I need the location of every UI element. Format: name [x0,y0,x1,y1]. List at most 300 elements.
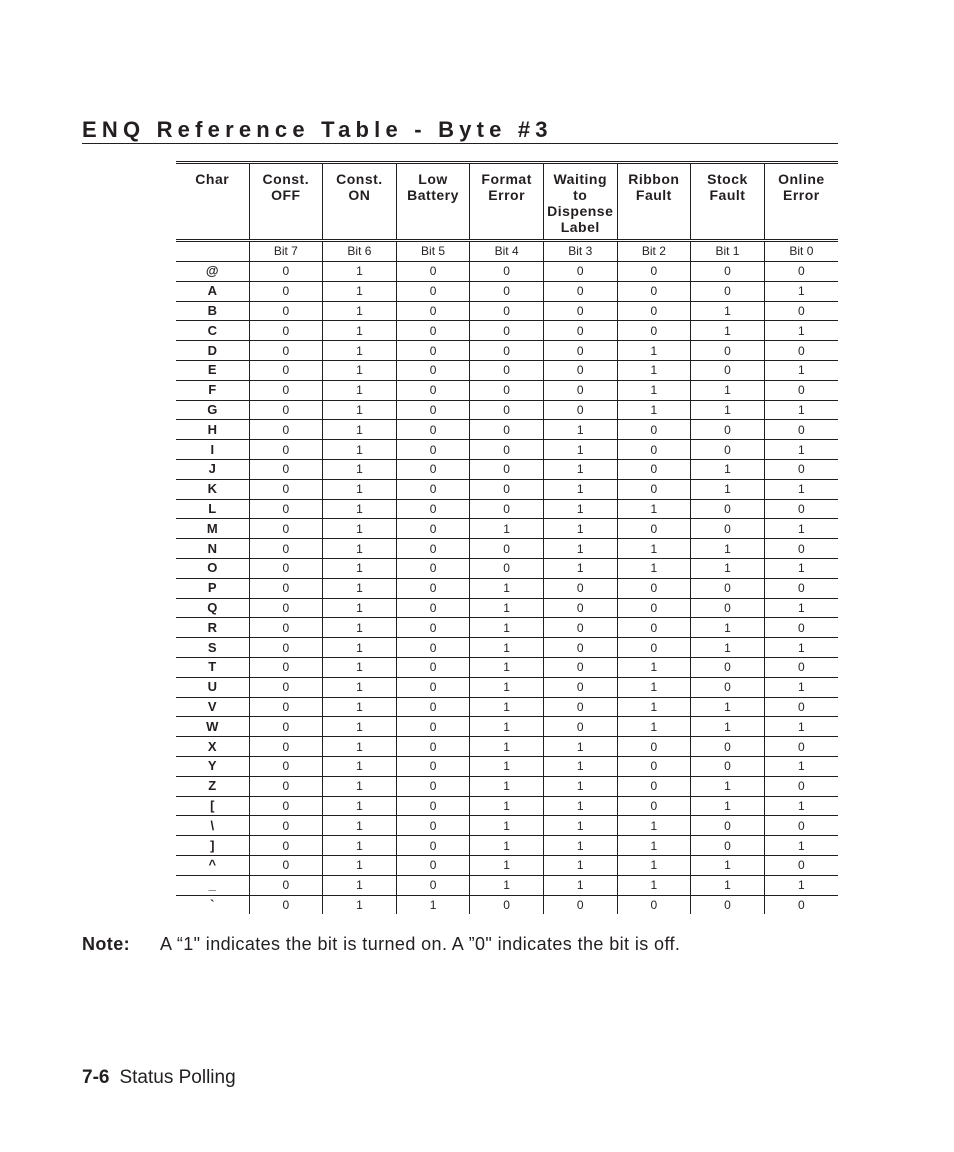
bit-cell: 0 [691,578,765,598]
char-cell: ^ [176,855,249,875]
bit-cell: 0 [470,539,544,559]
bit-cell: 1 [470,578,544,598]
bit-cell: 1 [323,558,397,578]
bit-cell: 0 [249,618,323,638]
bit-cell: 1 [691,855,765,875]
bit-cell: 0 [470,499,544,519]
bit-cell: 0 [396,479,470,499]
bit-cell: 0 [249,816,323,836]
bit-cell: 1 [470,737,544,757]
bit-cell: 0 [617,578,691,598]
table-row [176,539,838,559]
bit-cell: 0 [617,301,691,321]
bit-cell: 1 [691,459,765,479]
bit-cell: 1 [764,400,838,420]
char-cell: O [176,558,249,578]
bit-cell: 1 [691,717,765,737]
bit-cell: 1 [617,816,691,836]
bit-cell: 1 [617,677,691,697]
bit-cell: 1 [691,321,765,341]
table-row [176,776,838,796]
bit-cell: 0 [691,756,765,776]
bit-cell: 1 [543,499,617,519]
bit-cell: 1 [543,519,617,539]
bit-cell: 1 [396,895,470,914]
bit-cell: 1 [323,855,397,875]
bit-cell: 1 [470,677,544,697]
column-header: Stock Fault [691,163,765,241]
bit-cell: 0 [470,420,544,440]
bit-cell: 1 [691,380,765,400]
bit-cell: 0 [249,558,323,578]
bit-cell: 0 [543,400,617,420]
bit-cell: 1 [323,459,397,479]
table-row [176,459,838,479]
bit-cell: 1 [323,836,397,856]
char-cell: K [176,479,249,499]
bit-cell: 0 [691,499,765,519]
bit-cell: 0 [396,281,470,301]
bit-cell: 0 [396,776,470,796]
bit-cell: 0 [396,262,470,282]
bit-cell: 0 [396,420,470,440]
bit-cell: 1 [543,479,617,499]
bit-cell: 1 [617,341,691,361]
char-cell: P [176,578,249,598]
char-cell: F [176,380,249,400]
bit-cell: 1 [691,638,765,658]
char-cell: Q [176,598,249,618]
bit-cell: 0 [617,479,691,499]
table-row [176,400,838,420]
bit-cell: 0 [249,677,323,697]
bit-cell: 0 [396,836,470,856]
bit-cell: 1 [617,380,691,400]
bit-label: Bit 2 [617,241,691,262]
bit-cell: 0 [249,539,323,559]
bit-cell: 1 [323,776,397,796]
bit-cell: 1 [691,558,765,578]
char-cell: X [176,737,249,757]
bit-cell: 0 [396,400,470,420]
bit-cell: 0 [396,796,470,816]
bit-cell: 0 [470,440,544,460]
bit-cell: 0 [396,717,470,737]
bit-cell: 1 [764,479,838,499]
char-cell: T [176,657,249,677]
char-cell: I [176,440,249,460]
bit-cell: 0 [396,519,470,539]
bit-cell: 0 [691,262,765,282]
bit-cell: 0 [249,638,323,658]
bit-cell: 1 [617,400,691,420]
bit-cell: 1 [323,895,397,914]
table-row [176,756,838,776]
page-footer [82,1066,236,1090]
bit-cell: 1 [617,360,691,380]
bit-cell: 0 [249,598,323,618]
bit-cell: 0 [249,756,323,776]
table-row [176,737,838,757]
bit-cell: 0 [691,440,765,460]
bit-cell: 1 [764,836,838,856]
bit-cell: 1 [764,638,838,658]
bit-cell: 1 [323,519,397,539]
note [82,932,680,956]
bit-cell: 1 [543,836,617,856]
page-number: 7-6 [82,1067,110,1088]
bit-cell: 1 [617,558,691,578]
char-cell: @ [176,262,249,282]
char-cell: N [176,539,249,559]
bit-cell: 0 [543,618,617,638]
table-row [176,895,838,914]
table-row [176,638,838,658]
bit-cell: 0 [396,558,470,578]
bit-cell: 1 [764,598,838,618]
bit-cell: 1 [543,459,617,479]
bit-cell: 0 [617,321,691,341]
bit-cell: 0 [691,737,765,757]
bit-cell: 0 [249,262,323,282]
bit-cell: 0 [249,459,323,479]
bit-cell: 1 [470,717,544,737]
table-row [176,262,838,282]
char-cell: H [176,420,249,440]
bit-cell: 0 [764,539,838,559]
table-row [176,499,838,519]
bit-cell: 0 [396,539,470,559]
bit-cell: 0 [543,341,617,361]
bit-cell: 1 [543,737,617,757]
bit-cell: 1 [470,816,544,836]
bit-cell: 0 [470,459,544,479]
table-header-row [176,163,838,241]
bit-cell: 1 [470,796,544,816]
bit-cell: 1 [617,499,691,519]
bit-cell: 0 [470,479,544,499]
bit-cell: 1 [323,420,397,440]
bit-cell: 0 [396,756,470,776]
bit-cell: 0 [764,776,838,796]
bit-cell: 1 [543,776,617,796]
bit-label [176,241,249,262]
bit-cell: 0 [470,895,544,914]
bit-cell: 0 [764,737,838,757]
bit-cell: 0 [764,697,838,717]
bit-cell: 0 [396,816,470,836]
bit-cell: 0 [691,677,765,697]
bit-cell: 0 [617,737,691,757]
section-name: Status Polling [119,1067,236,1088]
bit-cell: 0 [249,836,323,856]
table-row [176,618,838,638]
bit-cell: 0 [617,281,691,301]
bit-cell: 0 [764,657,838,677]
bit-cell: 0 [396,578,470,598]
bit-cell: 0 [543,262,617,282]
bit-cell: 0 [764,855,838,875]
bit-cell: 0 [764,816,838,836]
bit-cell: 0 [764,420,838,440]
bit-cell: 1 [470,618,544,638]
bit-cell: 0 [764,578,838,598]
bit-cell: 1 [543,440,617,460]
bit-cell: 1 [470,657,544,677]
bit-cell: 0 [617,598,691,618]
table-row [176,420,838,440]
bit-cell: 1 [764,360,838,380]
bit-cell: 0 [470,360,544,380]
bit-cell: 0 [543,697,617,717]
bit-cell: 0 [764,380,838,400]
bit-cell: 0 [691,341,765,361]
bit-cell: 1 [543,796,617,816]
bit-cell: 1 [323,816,397,836]
bit-cell: 1 [617,539,691,559]
bit-cell: 0 [691,519,765,539]
bit-cell: 1 [323,717,397,737]
bit-cell: 0 [396,875,470,895]
bit-cell: 1 [470,756,544,776]
bit-cell: 1 [691,776,765,796]
bit-cell: 1 [323,479,397,499]
bit-cell: 1 [764,519,838,539]
bit-cell: 1 [470,638,544,658]
char-cell: ` [210,896,215,912]
bit-cell: 1 [617,697,691,717]
bit-cell: 0 [249,360,323,380]
bit-cell: 1 [617,855,691,875]
bit-cell: 1 [323,875,397,895]
bit-cell: 0 [249,400,323,420]
char-cell: Y [176,756,249,776]
bit-cell: 0 [396,380,470,400]
bit-cell: 1 [323,539,397,559]
table-row [176,321,838,341]
bit-cell: 1 [543,539,617,559]
bit-cell: 1 [617,836,691,856]
bit-cell: 0 [543,301,617,321]
bit-cell: 1 [764,756,838,776]
bit-cell: 0 [617,796,691,816]
table-row [176,836,838,856]
bit-cell: 1 [543,420,617,440]
table-row [176,281,838,301]
bit-cell: 1 [617,717,691,737]
bit-cell: 0 [249,717,323,737]
bit-cell: 0 [249,578,323,598]
bit-cell: 0 [617,895,691,914]
column-header: Waiting to Dispense Label [543,163,617,241]
bit-cell: 1 [470,855,544,875]
bit-cell: 0 [691,420,765,440]
table-row [176,519,838,539]
bit-cell: 1 [691,875,765,895]
bit-cell: 1 [691,479,765,499]
bit-cell: 0 [764,341,838,361]
bit-cell: 0 [249,697,323,717]
bit-cell: 1 [691,400,765,420]
bit-cell: 1 [323,598,397,618]
bit-cell: 1 [543,756,617,776]
bit-cell: 0 [470,400,544,420]
bit-cell: 0 [617,440,691,460]
bit-cell: 0 [249,796,323,816]
bit-cell: 0 [617,618,691,638]
bit-cell: 0 [396,341,470,361]
bit-cell: 1 [691,618,765,638]
bit-cell: 0 [617,459,691,479]
bit-cell: 1 [764,558,838,578]
bit-label: Bit 1 [691,241,765,262]
char-cell: Z [176,776,249,796]
bit-cell: 1 [323,341,397,361]
bit-cell: 0 [691,360,765,380]
bit-cell: 1 [323,281,397,301]
char-cell: M [176,519,249,539]
bit-cell: 1 [543,558,617,578]
column-header: Online Error [764,163,838,241]
bit-cell: 0 [543,321,617,341]
bit-cell: 1 [691,539,765,559]
char-cell: E [176,360,249,380]
bit-cell: 1 [323,499,397,519]
bit-cell: 0 [470,262,544,282]
char-cell: J [176,459,249,479]
bit-cell: 0 [396,459,470,479]
table-body [176,262,838,915]
bit-cell: 0 [249,737,323,757]
page-title: ENQ Reference Table - Byte #3 [82,117,553,142]
bit-label: Bit 5 [396,241,470,262]
bit-cell: 0 [691,895,765,914]
bit-cell: 1 [764,440,838,460]
char-cell: W [176,717,249,737]
table-row [176,341,838,361]
bit-cell: 0 [396,440,470,460]
bit-cell: 1 [323,618,397,638]
bit-cell: 0 [470,558,544,578]
bit-label: Bit 3 [543,241,617,262]
bit-label: Bit 7 [249,241,323,262]
bit-cell: 0 [396,657,470,677]
bit-label: Bit 0 [764,241,838,262]
bit-cell: 0 [543,895,617,914]
table-row [176,301,838,321]
bit-cell: 0 [249,499,323,519]
bit-cell: 0 [249,301,323,321]
bit-cell: 0 [249,281,323,301]
char-cell: [ [176,796,249,816]
note-label: Note: [82,934,130,954]
bit-cell: 0 [249,321,323,341]
bit-cell: 1 [764,281,838,301]
bit-cell: 0 [249,479,323,499]
bit-cell: 1 [543,816,617,836]
table-row [176,598,838,618]
bit-cell: 0 [396,697,470,717]
bit-cell: 0 [470,341,544,361]
bit-cell: 1 [617,657,691,677]
bit-cell: 1 [470,598,544,618]
bit-cell: 0 [764,262,838,282]
char-cell: U [176,677,249,697]
bit-cell: 0 [543,717,617,737]
bit-cell: 0 [470,321,544,341]
table-row [176,657,838,677]
char-cell: G [176,400,249,420]
bit-cell: 1 [764,717,838,737]
char-cell: ] [176,836,249,856]
bit-cell: 0 [691,816,765,836]
bit-cell: 1 [323,360,397,380]
bit-cell: 1 [470,697,544,717]
bit-cell: 1 [470,875,544,895]
bit-cell: 0 [691,836,765,856]
bit-cell: 0 [396,321,470,341]
bit-cell: 1 [470,519,544,539]
bit-cell: 0 [617,776,691,796]
table-row [176,855,838,875]
bit-label: Bit 6 [323,241,397,262]
bit-cell: 0 [249,380,323,400]
bit-cell: 1 [323,756,397,776]
table-row [176,816,838,836]
column-header: Format Error [470,163,544,241]
bit-cell: 1 [323,380,397,400]
bit-cell: 0 [396,360,470,380]
column-header: Const. ON [323,163,397,241]
bit-cell: 1 [543,875,617,895]
bit-cell: 1 [323,796,397,816]
bit-cell: 0 [470,281,544,301]
bit-cell: 0 [543,657,617,677]
enq-reference-table [176,161,838,914]
bit-cell: 0 [249,519,323,539]
bit-cell: 0 [396,737,470,757]
bit-cell: 0 [764,895,838,914]
bit-cell: 0 [249,440,323,460]
table-row [176,717,838,737]
column-header: Char [176,163,249,241]
bit-cell: 0 [396,618,470,638]
bit-cell: 1 [323,262,397,282]
bit-cell: 1 [691,301,765,321]
bit-cell: 1 [764,875,838,895]
bit-cell: 0 [543,281,617,301]
bit-cell: 0 [249,341,323,361]
column-header: Low Battery [396,163,470,241]
bit-cell: 0 [396,499,470,519]
table-row [176,380,838,400]
bit-cell: 1 [764,677,838,697]
char-cell: _ [176,875,249,895]
bit-cell: 0 [764,618,838,638]
bit-cell: 1 [470,776,544,796]
table-row [176,875,838,895]
bit-cell: 0 [543,598,617,618]
bit-cell: 0 [617,262,691,282]
bit-cell: 0 [617,420,691,440]
bit-cell: 0 [396,677,470,697]
bit-cell: 0 [543,578,617,598]
bit-cell: 0 [691,598,765,618]
table-row [176,479,838,499]
bit-cell: 0 [543,677,617,697]
bit-cell: 1 [323,657,397,677]
bit-cell: 0 [249,855,323,875]
